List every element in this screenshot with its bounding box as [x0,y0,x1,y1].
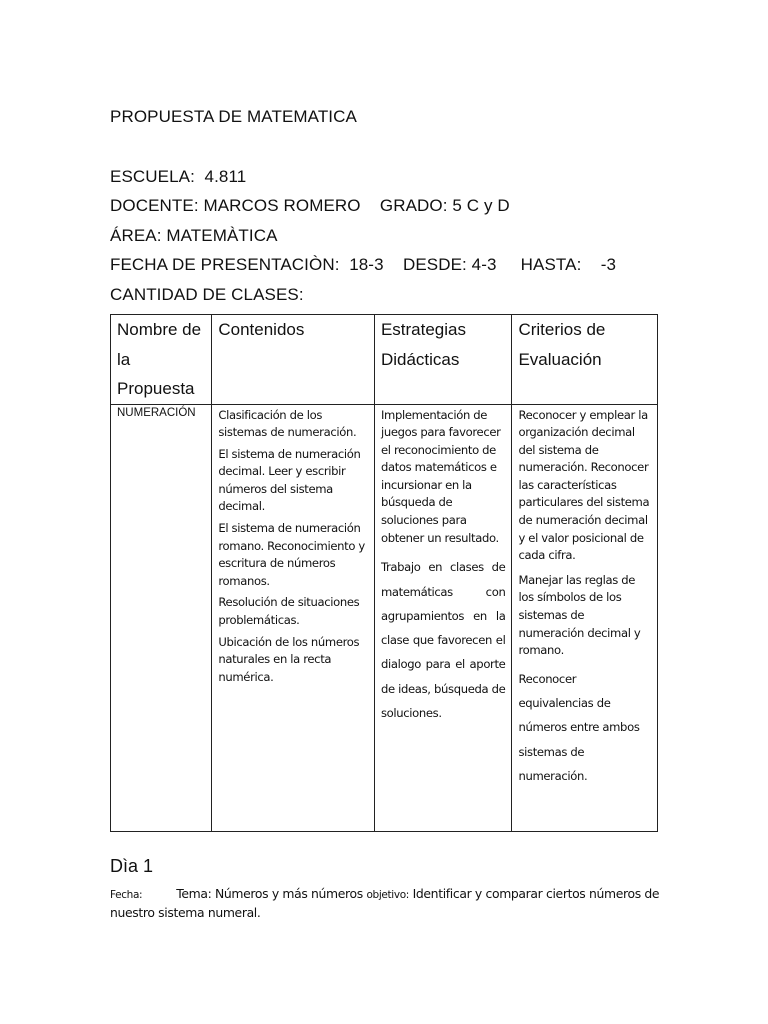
table-row [111,404,658,831]
grado-label: GRADO: [379,196,448,215]
area-label: ÁREA: [110,226,162,245]
escuela-value: 4.811 [204,167,247,186]
day-fecha-label: Fecha: [110,889,143,901]
header-estrategias: Estrategias Didácticas [374,315,512,405]
contenido-item: Resolución de situaciones problemáticas. [218,595,360,628]
cantidad-label: CANTIDAD DE CLASES: [110,285,304,304]
grado-value: 5 C y D [452,196,510,215]
day-tema-value: Números y más números [215,886,363,901]
desde-value: 4-3 [471,255,497,274]
table-header-row [111,315,658,405]
day-description [110,885,662,922]
cantidad-line [110,285,304,305]
cell-criterios [512,404,658,831]
cell-nombre: NUMERACIÓN [111,404,212,831]
estrategia-item: Trabajo en clases de matemáticas con agrupamientos en la clase que favorecen el dialogo para el aporte de ideas, búsqueda de soluciones. [380,560,506,721]
docente-line [110,196,510,216]
desde-label: DESDE: [402,255,467,274]
criterio-item: Reconocer equivalencias de números entre ambos sistemas de numeración. [518,671,640,783]
fecha-label: FECHA DE PRESENTACIÒN: [110,255,340,274]
docente-value: MARCOS ROMERO [203,196,361,215]
cell-estrategias [374,404,512,831]
day-tema-label: Tema: [176,886,212,901]
area-value: MATEMÀTICA [166,226,278,245]
escuela-line [110,167,246,187]
document-title: PROPUESTA DE MATEMATICA [110,107,357,126]
proposal-table [110,314,658,832]
day-objetivo-value: Identificar y comparar ciertos números de nuestro sistema numeral. [110,886,660,920]
header-criterios: Criterios de Evaluación [512,315,658,405]
escuela-label: ESCUELA: [110,167,195,186]
hasta-value: -3 [600,255,617,274]
header-contenidos: Contenidos [212,315,375,405]
fecha-line [110,255,616,275]
cell-contenidos [212,404,375,831]
docente-label: DOCENTE: [110,196,199,215]
contenido-item: Ubicación de los números naturales en la recta numérica. [218,634,360,684]
area-line [110,226,278,246]
criterio-item: Reconocer y emplear la organización decimal del sistema de numeración. Reconocer las características particulares del sistema de numeración decimal y el valor posicional de cada cifra. [518,407,650,563]
day-objetivo-label: objetivo: [366,889,409,901]
estrategia-item: Implementación de juegos para favorecer el reconocimiento de datos matemáticos e incursionar en la búsqueda de soluciones para obtener un resultado. [380,407,501,545]
day-heading: Dìa 1 [110,856,154,876]
contenido-item: Clasificación de los sistemas de numeración. [218,407,357,440]
contenido-item: El sistema de numeración decimal. Leer y escribir números del sistema decimal. [218,446,361,514]
criterio-item: Manejar las reglas de los símbolos de los sistemas de numeración decimal y romano. [518,572,641,658]
hasta-label: HASTA: [520,255,582,274]
contenido-item: El sistema de numeración romano. Reconocimiento y escritura de números romanos. [218,521,365,588]
header-nombre: Nombre de la Propuesta [111,315,212,405]
fecha-value: 18-3 [349,255,384,274]
